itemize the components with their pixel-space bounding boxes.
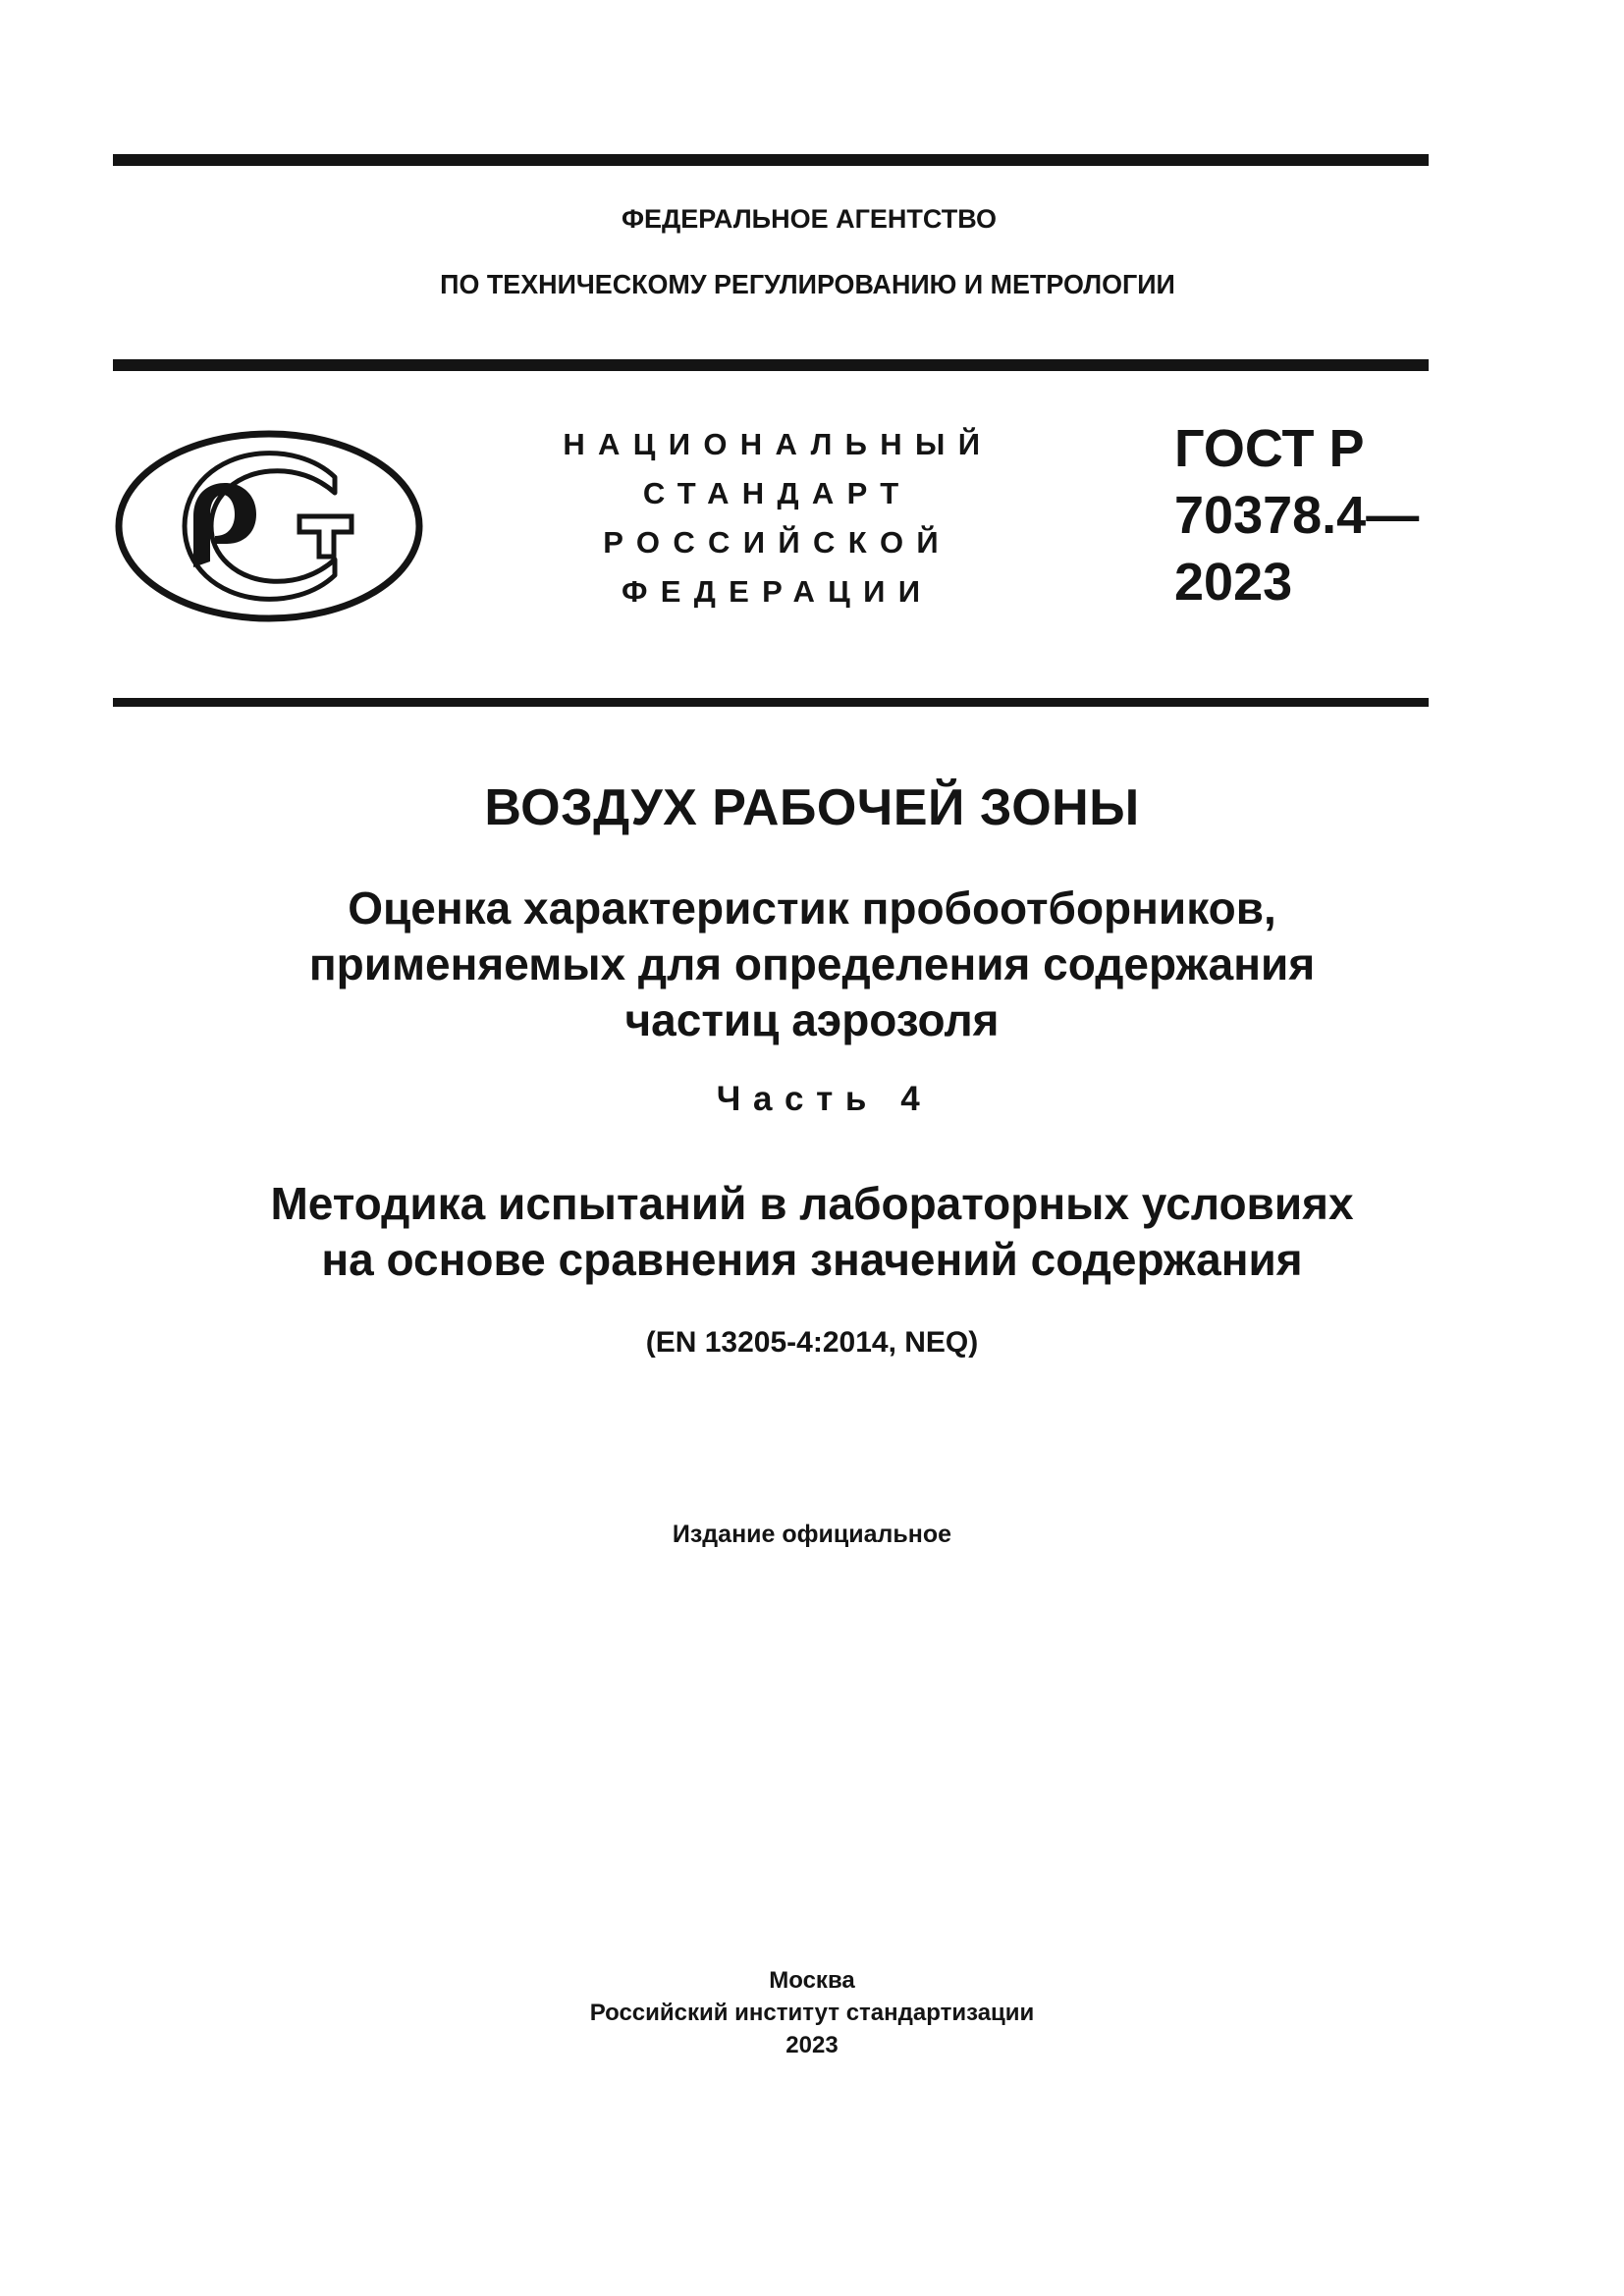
designation-line: 2023 (1174, 553, 1293, 612)
publisher-year: 2023 (785, 2032, 839, 2058)
edition-label: Издание официальное (672, 1521, 952, 1548)
document-title: ВОЗДУХ РАБОЧЕЙ ЗОНЫ (484, 779, 1140, 836)
national-line: ФЕДЕРАЦИИ (621, 574, 934, 609)
agency-line-2: ПО ТЕХНИЧЕСКОМУ РЕГУЛИРОВАНИЮ И МЕТРОЛОГИИ (440, 269, 1175, 299)
method-title-line: Методика испытаний в лабораторных условиях (270, 1178, 1354, 1229)
subtitle-line: применяемых для определения содержания (308, 938, 1316, 989)
block-rule (113, 698, 1429, 707)
header-rule (113, 359, 1429, 371)
top-rule (113, 154, 1429, 166)
agency-line-1: ФЕДЕРАЛЬНОЕ АГЕНТСТВО (621, 204, 998, 234)
designation-line: 70378.4— (1174, 486, 1420, 545)
part-label: Часть 4 (716, 1080, 933, 1118)
designation-line: ГОСТ Р (1174, 419, 1365, 478)
publisher-city: Москва (769, 1967, 855, 1994)
publisher-name: Российский институт стандартизации (589, 2000, 1035, 2026)
national-line: РОССИЙСКОЙ (603, 525, 952, 560)
method-title-line: на основе сравнения значений содержания (321, 1234, 1303, 1285)
national-standard-label (550, 420, 992, 616)
subtitle-line: Оценка характеристик пробоотборников, (348, 882, 1276, 934)
national-line: СТАНДАРТ (642, 476, 912, 510)
subtitle-line: частиц аэрозоля (624, 994, 1000, 1045)
standard-reference: (EN 13205-4:2014, NEQ) (645, 1326, 979, 1359)
national-line: НАЦИОНАЛЬНЫЙ (563, 427, 994, 461)
rst-logo-icon (113, 428, 425, 624)
standard-designation (1174, 415, 1419, 615)
